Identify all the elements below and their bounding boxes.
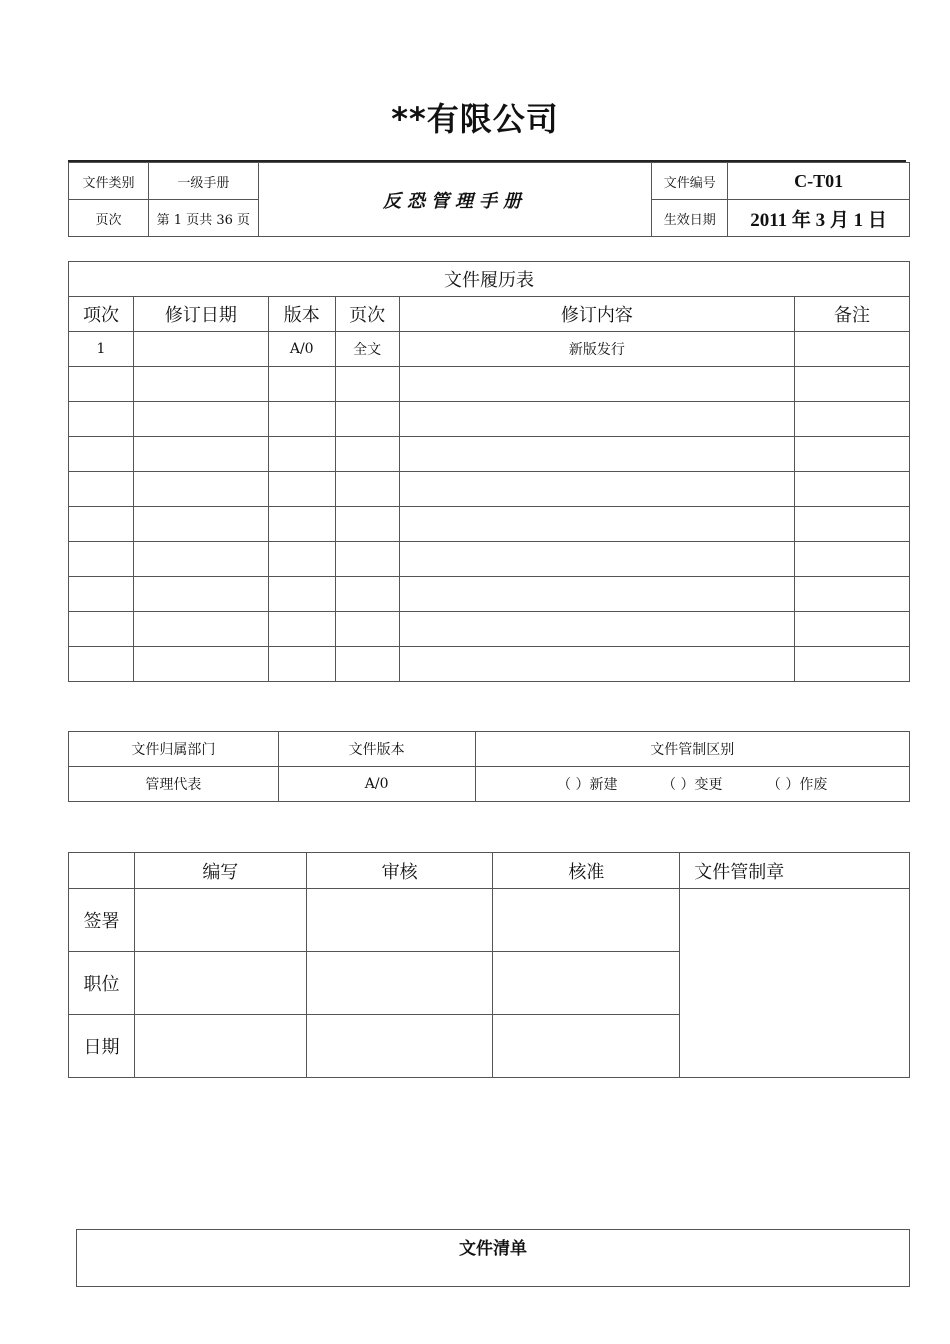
history-cell bbox=[133, 577, 268, 612]
history-row bbox=[69, 577, 910, 612]
signoff-header-cell: 核准 bbox=[493, 853, 680, 889]
file-list-box bbox=[76, 1229, 910, 1287]
history-cell bbox=[268, 472, 335, 507]
history-cell bbox=[133, 332, 268, 367]
document-control-table bbox=[68, 731, 910, 802]
signoff-cell[interactable] bbox=[493, 952, 680, 1015]
history-row bbox=[69, 402, 910, 437]
history-cell bbox=[69, 472, 134, 507]
history-row bbox=[69, 647, 910, 682]
history-cell bbox=[133, 612, 268, 647]
control-choices bbox=[475, 767, 910, 802]
code-label: 文件编号 bbox=[652, 163, 728, 200]
dept-label: 文件归属部门 bbox=[69, 732, 279, 767]
page-value: 第 1 页共 36 页 bbox=[148, 200, 258, 237]
code-value: C-T01 bbox=[728, 163, 910, 200]
version-label: 文件版本 bbox=[278, 732, 475, 767]
history-cell bbox=[268, 507, 335, 542]
history-cell bbox=[399, 507, 794, 542]
signoff-table bbox=[68, 852, 910, 1078]
signoff-row-label: 日期 bbox=[69, 1015, 135, 1078]
history-cell bbox=[795, 332, 910, 367]
signoff-cell[interactable] bbox=[306, 952, 493, 1015]
signoff-row-label: 职位 bbox=[69, 952, 135, 1015]
history-cell bbox=[335, 507, 399, 542]
history-cell bbox=[335, 367, 399, 402]
history-cell bbox=[335, 612, 399, 647]
history-cell bbox=[69, 437, 134, 472]
history-cell bbox=[268, 402, 335, 437]
history-cell bbox=[399, 402, 794, 437]
history-cell bbox=[399, 437, 794, 472]
history-cell bbox=[795, 507, 910, 542]
signoff-cell[interactable] bbox=[134, 1015, 306, 1078]
version-value: A/0 bbox=[278, 767, 475, 802]
control-label: 文件管制区别 bbox=[475, 732, 910, 767]
category-value: 一级手册 bbox=[148, 163, 258, 200]
history-header-cell: 修订内容 bbox=[399, 297, 794, 332]
signoff-cell[interactable] bbox=[493, 889, 680, 952]
history-body bbox=[69, 332, 910, 682]
history-cell bbox=[133, 472, 268, 507]
history-row bbox=[69, 612, 910, 647]
history-cell bbox=[69, 402, 134, 437]
history-caption: 文件履历表 bbox=[69, 262, 910, 297]
history-cell bbox=[795, 542, 910, 577]
history-cell bbox=[69, 647, 134, 682]
history-cell bbox=[268, 612, 335, 647]
history-cell bbox=[133, 367, 268, 402]
history-row bbox=[69, 437, 910, 472]
company-title: **有限公司 bbox=[391, 100, 559, 138]
history-cell bbox=[335, 647, 399, 682]
history-cell bbox=[795, 612, 910, 647]
history-cell bbox=[268, 437, 335, 472]
history-cell bbox=[133, 647, 268, 682]
history-cell bbox=[69, 577, 134, 612]
signoff-cell[interactable] bbox=[134, 889, 306, 952]
history-cell bbox=[69, 367, 134, 402]
history-cell bbox=[69, 612, 134, 647]
history-header-cell: 备注 bbox=[795, 297, 910, 332]
signoff-corner bbox=[69, 853, 135, 889]
history-cell bbox=[795, 472, 910, 507]
control-stamp-header: 文件管制章 bbox=[680, 853, 910, 889]
history-cell bbox=[795, 647, 910, 682]
history-cell bbox=[133, 542, 268, 577]
history-cell bbox=[69, 542, 134, 577]
history-cell bbox=[795, 437, 910, 472]
history-row bbox=[69, 367, 910, 402]
history-cell bbox=[69, 507, 134, 542]
signoff-cell[interactable] bbox=[306, 1015, 493, 1078]
history-header-cell: 版本 bbox=[268, 297, 335, 332]
choice-change[interactable]: （ ）变更 bbox=[662, 777, 723, 793]
signoff-header-cell: 审核 bbox=[306, 853, 493, 889]
history-cell: A/0 bbox=[268, 332, 335, 367]
history-cell bbox=[268, 577, 335, 612]
history-cell bbox=[795, 577, 910, 612]
history-cell bbox=[399, 472, 794, 507]
history-cell bbox=[268, 647, 335, 682]
history-cell bbox=[335, 402, 399, 437]
signoff-header-cell: 编写 bbox=[134, 853, 306, 889]
history-cell bbox=[399, 612, 794, 647]
dept-value: 管理代表 bbox=[69, 767, 279, 802]
date-label: 生效日期 bbox=[652, 200, 728, 237]
category-label: 文件类别 bbox=[69, 163, 149, 200]
choice-obsolete[interactable]: （ ）作废 bbox=[766, 777, 828, 793]
history-cell bbox=[335, 472, 399, 507]
history-cell bbox=[268, 367, 335, 402]
history-header-cell: 修订日期 bbox=[133, 297, 268, 332]
history-cell bbox=[133, 507, 268, 542]
history-cell bbox=[399, 542, 794, 577]
file-list-title: 文件清单 bbox=[459, 1239, 527, 1259]
history-cell bbox=[399, 367, 794, 402]
signoff-cell[interactable] bbox=[493, 1015, 680, 1078]
document-name: 反恐管理手册 bbox=[258, 163, 651, 237]
history-row bbox=[69, 542, 910, 577]
choice-new[interactable]: （ ）新建 bbox=[557, 777, 618, 793]
signoff-cell[interactable] bbox=[134, 952, 306, 1015]
history-cell bbox=[795, 367, 910, 402]
history-cell bbox=[335, 577, 399, 612]
signoff-row-label: 签署 bbox=[69, 889, 135, 952]
history-cell bbox=[399, 577, 794, 612]
history-cell: 全文 bbox=[335, 332, 399, 367]
revision-history-table bbox=[68, 261, 910, 682]
history-row bbox=[69, 472, 910, 507]
history-cell bbox=[795, 402, 910, 437]
history-cell: 1 bbox=[69, 332, 134, 367]
signoff-cell[interactable] bbox=[306, 889, 493, 952]
history-cell bbox=[335, 437, 399, 472]
history-header-cell: 页次 bbox=[335, 297, 399, 332]
document-header-table bbox=[68, 162, 910, 237]
history-cell bbox=[268, 542, 335, 577]
history-header-cell: 项次 bbox=[69, 297, 134, 332]
history-row bbox=[69, 332, 910, 367]
history-cell bbox=[335, 542, 399, 577]
control-stamp-area bbox=[680, 889, 910, 1078]
history-cell bbox=[399, 647, 794, 682]
history-cell bbox=[133, 437, 268, 472]
history-cell bbox=[133, 402, 268, 437]
history-cell: 新版发行 bbox=[399, 332, 794, 367]
date-value: 2011 年 3 月 1 日 bbox=[728, 200, 910, 237]
page-label: 页次 bbox=[69, 200, 149, 237]
history-row bbox=[69, 507, 910, 542]
